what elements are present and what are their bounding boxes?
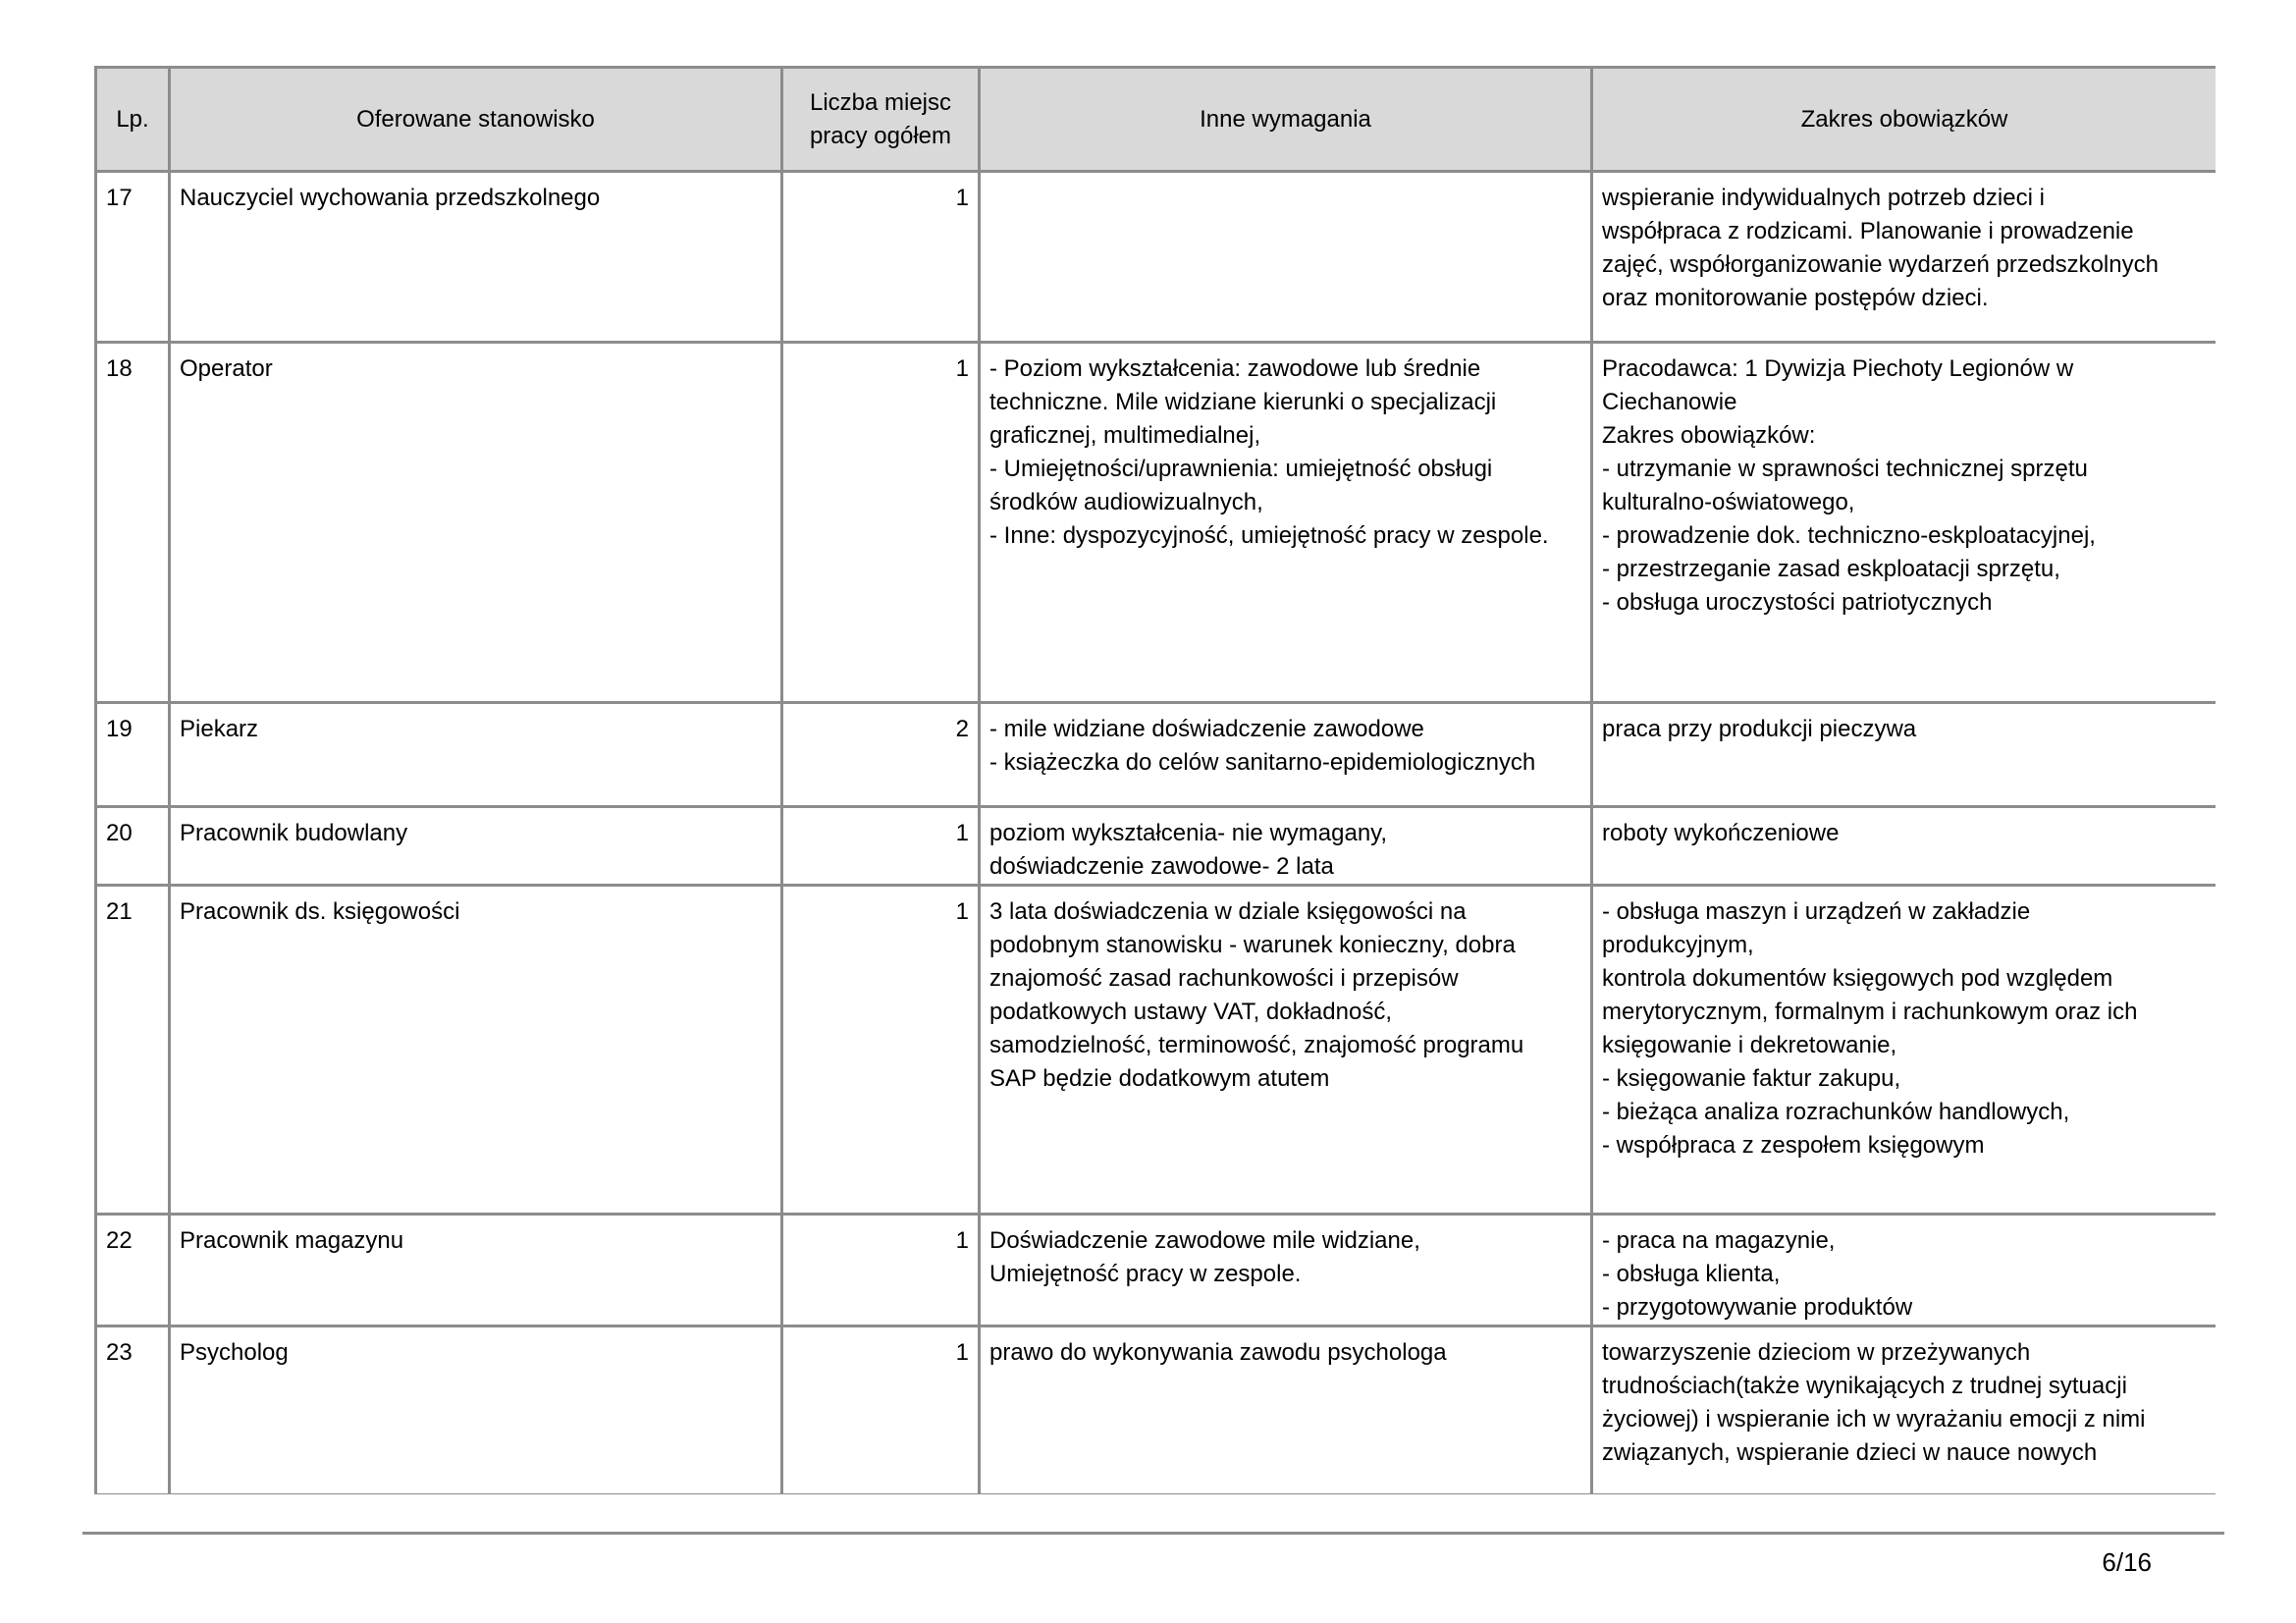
row-lp: 23 xyxy=(96,1326,170,1495)
row-count: 2 xyxy=(782,703,980,807)
row-lp: 21 xyxy=(96,886,170,1215)
row-requirements: - Poziom wykształcenia: zawodowe lub średnie techniczne. Mile widziane kierunki o specjalizacji graficznej, multimedialnej, - Umiejętności/uprawnienia: umiejętność obsługi środków audiowizualnych, - Inne: dyspozycyjność, umiejętność pracy w zespole. xyxy=(980,343,1592,703)
row-position: Psycholog xyxy=(170,1326,782,1495)
row-position: Nauczyciel wychowania przedszkolnego xyxy=(170,172,782,343)
header-requirements: Inne wymagania xyxy=(980,68,1592,172)
row-requirements: poziom wykształcenia- nie wymagany, doświadczenie zawodowe- 2 lata xyxy=(980,807,1592,886)
footer-rule xyxy=(82,1532,2224,1535)
table-row xyxy=(96,1215,2216,1326)
row-position: Pracownik magazynu xyxy=(170,1215,782,1326)
job-offers-table xyxy=(94,66,2216,1494)
row-requirements: - mile widziane doświadczenie zawodowe - książeczka do celów sanitarno-epidemiologicznych xyxy=(980,703,1592,807)
table-body xyxy=(96,172,2216,1495)
row-position: Pracownik budowlany xyxy=(170,807,782,886)
row-count: 1 xyxy=(782,343,980,703)
header-position: Oferowane stanowisko xyxy=(170,68,782,172)
row-requirements: Doświadczenie zawodowe mile widziane, Umiejętność pracy w zespole. xyxy=(980,1215,1592,1326)
header-count: Liczba miejsc pracy ogółem xyxy=(782,68,980,172)
table-row xyxy=(96,703,2216,807)
table-header xyxy=(96,68,2216,172)
row-count: 1 xyxy=(782,1215,980,1326)
row-lp: 22 xyxy=(96,1215,170,1326)
row-requirements: prawo do wykonywania zawodu psychologa xyxy=(980,1326,1592,1495)
table-row xyxy=(96,172,2216,343)
row-count: 1 xyxy=(782,1326,980,1495)
row-duties: roboty wykończeniowe xyxy=(1592,807,2216,886)
row-duties: Pracodawca: 1 Dywizja Piechoty Legionów w Ciechanowie Zakres obowiązków: - utrzymanie w sprawności technicznej sprzętu kulturalno-oświatowego, - prowadzenie dok. techniczno-eskploatacyjnej, - przestrzeganie zasad eskploatacji sprzętu, - obsługa uroczystości patriotycznych xyxy=(1592,343,2216,703)
row-lp: 18 xyxy=(96,343,170,703)
row-count: 1 xyxy=(782,886,980,1215)
table-row xyxy=(96,1326,2216,1495)
row-duties: - obsługa maszyn i urządzeń w zakładzie produkcyjnym, kontrola dokumentów księgowych pod względem merytorycznym, formalnym i rachunkowym oraz ich księgowanie i dekretowanie, - księgowanie faktur zakupu, - bieżąca analiza rozrachunków handlowych, - współpraca z zespołem księgowym xyxy=(1592,886,2216,1215)
table-row xyxy=(96,807,2216,886)
row-position: Operator xyxy=(170,343,782,703)
table-row xyxy=(96,886,2216,1215)
row-count: 1 xyxy=(782,807,980,886)
row-duties: - praca na magazynie, - obsługa klienta, - przygotowywanie produktów xyxy=(1592,1215,2216,1326)
row-requirements xyxy=(980,172,1592,343)
table-row xyxy=(96,343,2216,703)
row-duties: praca przy produkcji pieczywa xyxy=(1592,703,2216,807)
header-row xyxy=(96,68,2216,172)
row-position: Pracownik ds. księgowości xyxy=(170,886,782,1215)
page-number: 6/16 xyxy=(2102,1547,2152,1577)
row-requirements: 3 lata doświadczenia w dziale księgowości na podobnym stanowisku - warunek konieczny, dobra znajomość zasad rachunkowości i przepisów podatkowych ustawy VAT, dokładność, samodzielność, terminowość, znajomość programu SAP będzie dodatkowym atutem xyxy=(980,886,1592,1215)
row-lp: 17 xyxy=(96,172,170,343)
row-position: Piekarz xyxy=(170,703,782,807)
row-lp: 20 xyxy=(96,807,170,886)
header-lp: Lp. xyxy=(96,68,170,172)
row-duties: towarzyszenie dzieciom w przeżywanych trudnościach(także wynikających z trudnej sytuacji życiowej) i wspieranie ich w wyrażaniu emocji z nimi związanych, wspieranie dzieci w nauce nowych xyxy=(1592,1326,2216,1495)
row-lp: 19 xyxy=(96,703,170,807)
header-duties: Zakres obowiązków xyxy=(1592,68,2216,172)
row-count: 1 xyxy=(782,172,980,343)
row-duties: wspieranie indywidualnych potrzeb dzieci i współpraca z rodzicami. Planowanie i prowadzenie zajęć, współorganizowanie wydarzeń przedszkolnych oraz monitorowanie postępów dzieci. xyxy=(1592,172,2216,343)
job-offers-table-wrapper xyxy=(94,66,2216,1494)
